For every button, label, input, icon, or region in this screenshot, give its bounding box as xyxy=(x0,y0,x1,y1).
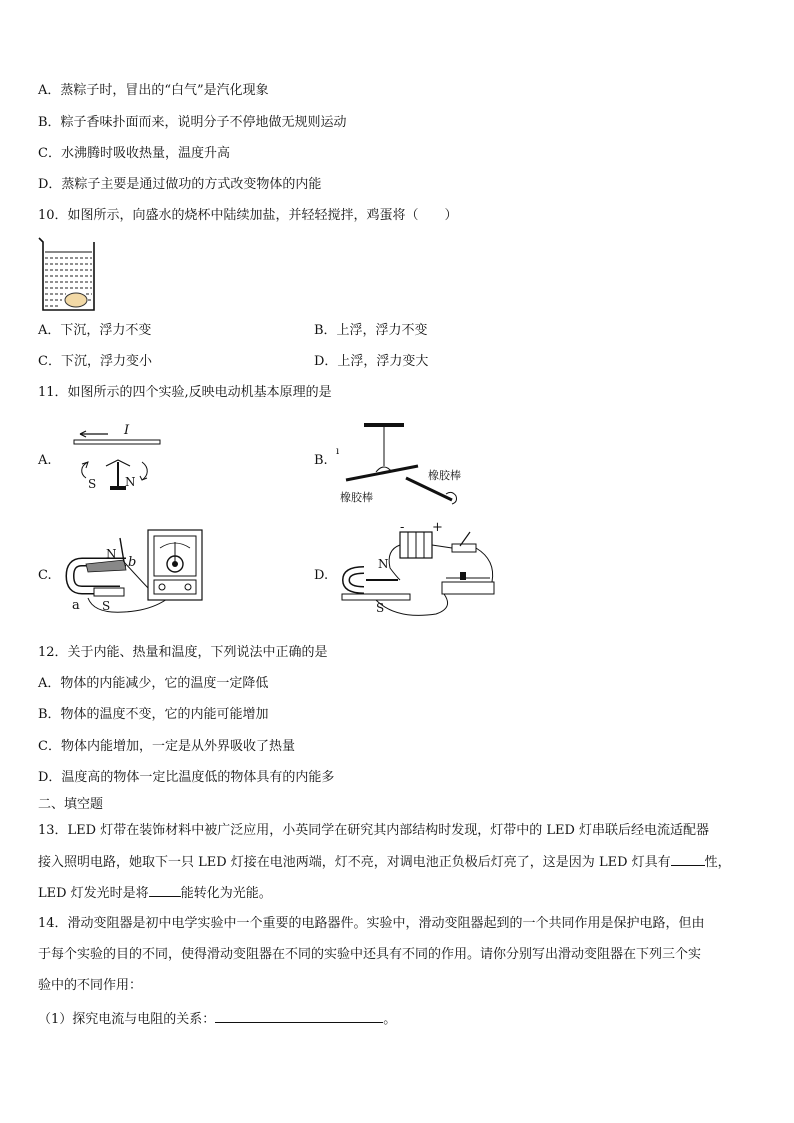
q12-option-a: A．物体的内能减少，它的温度一定降低 xyxy=(38,676,269,691)
s-pole-label-d: S xyxy=(376,601,385,615)
rubber-rod-label-left: 橡胶棒 xyxy=(340,491,373,504)
induction-figure xyxy=(64,524,214,616)
q11-label-b: B. xyxy=(314,453,328,468)
q10-option-d: D．上浮，浮力变大 xyxy=(314,354,429,369)
q14-item1 xyxy=(38,1010,396,1029)
q10-option-c: C．下沉，浮力变小 xyxy=(38,354,152,369)
q9-option-a: A．蒸粽子时，冒出的“白气”是汽化现象 xyxy=(38,83,269,98)
battery-plus-label: + xyxy=(432,520,443,535)
q13-line2-text: 接入照明电路，她取下一只 LED 灯接在电池两端，灯不亮，对调电池正负极后灯亮了，这是因为 LED 灯具有 xyxy=(38,855,671,870)
q14-item1-end: 。 xyxy=(383,1012,397,1027)
q11-label-a: A. xyxy=(38,453,52,468)
n-pole-label-a: N xyxy=(125,475,136,489)
section-heading: 二、填空题 xyxy=(38,797,104,812)
q13-line3 xyxy=(38,884,272,903)
q13-blank-1[interactable] xyxy=(671,853,705,866)
q13-line3-end: 能转化为光能。 xyxy=(180,886,272,901)
wire-b-label: b xyxy=(128,555,137,570)
q14-blank-1[interactable] xyxy=(215,1010,383,1023)
q10-option-b: B．上浮，浮力不变 xyxy=(314,323,428,338)
q13-line3-text: LED 灯发光时是将 xyxy=(38,886,149,901)
n-pole-label-c: N xyxy=(106,547,117,561)
q9-option-b: B．粽子香味扑面而来，说明分子不停地做无规则运动 xyxy=(38,115,347,130)
q14-line3: 验中的不同作用： xyxy=(38,978,143,993)
tick-mark: ı xyxy=(336,446,340,457)
wire-a-label: a xyxy=(72,598,80,613)
q11-label-d: D. xyxy=(314,568,329,583)
q13-line2 xyxy=(38,853,731,872)
charged-rods-figure xyxy=(334,420,474,512)
q14-line2: 于每个实验的目的不同，使得滑动变阻器在不同的实验中还具有不同的作用。请你分别写出滑动变阻器在下列三个实 xyxy=(38,947,702,962)
q9-option-d: D．蒸粽子主要是通过做功的方式改变物体的内能 xyxy=(38,177,322,192)
rubber-rod-label-right: 橡胶棒 xyxy=(428,469,461,482)
q14-line1: 14．滑动变阻器是初中电学实验中一个重要的电路器件。实验中，滑动变阻器起到的一个共同作用是保护电路，但由 xyxy=(38,916,705,931)
battery-minus-label: - xyxy=(400,520,405,535)
q12-option-d: D．温度高的物体一定比温度低的物体具有的内能多 xyxy=(38,770,335,785)
s-pole-label-c: S xyxy=(102,599,111,613)
q10-stem: 10．如图所示，向盛水的烧杯中陆续加盐，并轻轻搅拌，鸡蛋将（ ） xyxy=(38,208,458,223)
q12-stem: 12．关于内能、热量和温度，下列说法中正确的是 xyxy=(38,645,328,660)
s-pole-label-a: S xyxy=(88,477,97,491)
q13-blank-2[interactable] xyxy=(149,884,181,897)
q13-line2-end: 性， xyxy=(704,855,731,870)
motor-circuit-figure xyxy=(336,520,502,620)
oersted-figure xyxy=(66,420,166,500)
q12-option-b: B．物体的温度不变，它的内能可能增加 xyxy=(38,707,269,722)
q10-option-a: A．下沉，浮力不变 xyxy=(38,323,152,338)
current-label: I xyxy=(124,423,130,438)
q9-option-c: C．水沸腾时吸收热量，温度升高 xyxy=(38,146,230,161)
q11-stem: 11．如图所示的四个实验,反映电动机基本原理的是 xyxy=(38,385,332,400)
q12-option-c: C．物体内能增加，一定是从外界吸收了热量 xyxy=(38,739,295,754)
beaker-egg-figure xyxy=(36,236,102,314)
n-pole-label-d: N xyxy=(378,557,389,571)
q13-line1: 13．LED 灯带在装饰材料中被广泛应用，小英同学在研究其内部结构时发现，灯带中的 LED 灯串联后经电流适配器 xyxy=(38,823,710,838)
q11-label-c: C. xyxy=(38,568,52,583)
q14-item1-text: （1）探究电流与电阻的关系： xyxy=(38,1012,216,1027)
